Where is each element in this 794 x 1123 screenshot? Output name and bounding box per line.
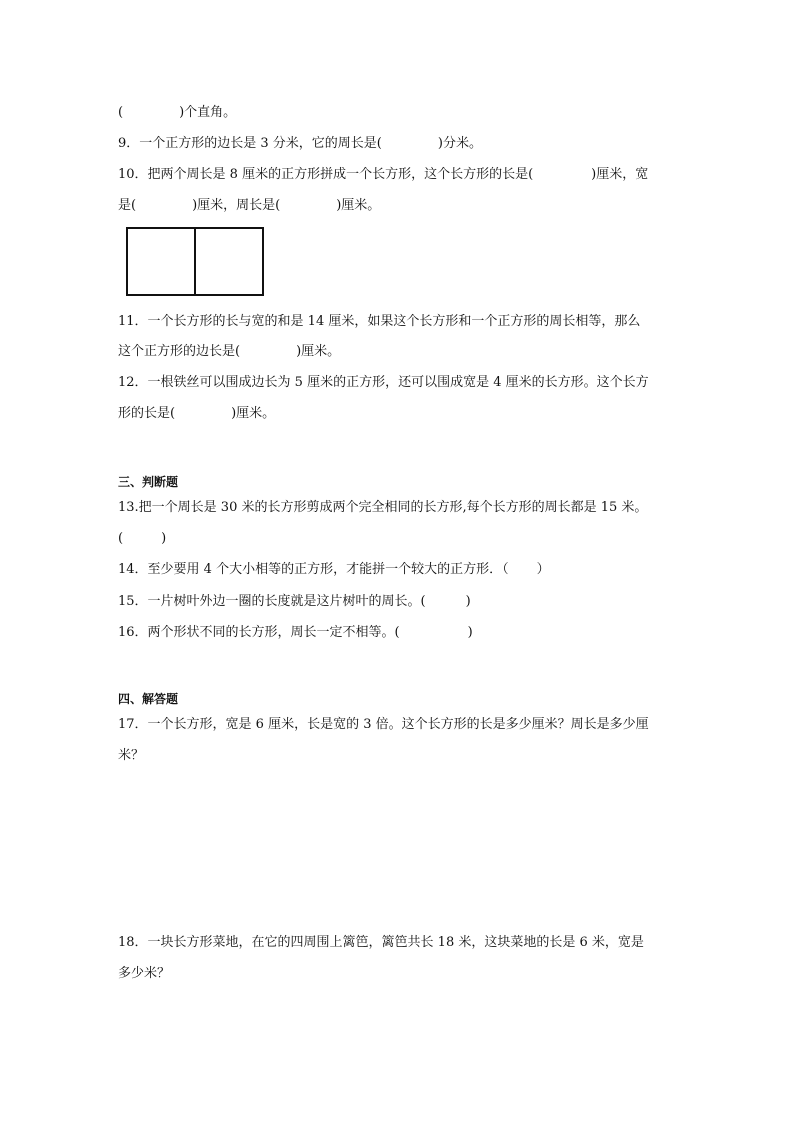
question-18-line-2 [118, 965, 170, 983]
text: 11．一个长方形的长与宽的和是 14 厘米，如果这个长方形和一个正方形的周长相等，那么 [118, 314, 641, 329]
question-10-line-1 [118, 166, 648, 184]
text: 米？ [118, 748, 145, 763]
text-mid: )厘米，周长是( [192, 198, 281, 213]
text-before: ( [118, 105, 124, 120]
text: 多少米？ [118, 966, 171, 981]
text-after: )厘米。 [296, 344, 341, 359]
two-squares-figure [126, 227, 264, 296]
question-12-line-2 [118, 405, 275, 423]
question-15 [118, 593, 471, 611]
question-17-line-1 [118, 716, 649, 734]
question-11-line-2 [118, 343, 340, 361]
question-9 [118, 135, 482, 153]
text-before: 形的长是( [118, 406, 176, 421]
question-11-line-1 [118, 313, 640, 331]
text-before: 是( [118, 198, 137, 213]
question-17-line-2 [118, 747, 144, 765]
text-before: 9．一个正方形的边长是 3 分米，它的周长是( [118, 136, 382, 151]
question-8-end [118, 104, 236, 122]
question-14 [118, 561, 550, 579]
text-after: ） [536, 562, 550, 577]
text: 18．一块长方形菜地，在它的四周围上篱笆，篱笆共长 18 米，这块菜地的长是 6 米，宽是 [118, 935, 644, 950]
question-12-line-1 [118, 374, 649, 392]
text-before: ( [118, 531, 124, 546]
text-after: ) [465, 594, 471, 609]
question-16 [118, 624, 473, 642]
section-title: 三、判断题 [118, 475, 179, 489]
text-after: ) [161, 531, 167, 546]
text-after: )分米。 [437, 136, 482, 151]
section-4-heading [118, 690, 178, 708]
question-10-line-2 [118, 197, 380, 215]
section-3-heading [118, 473, 178, 491]
text-after: )厘米，宽 [591, 167, 649, 182]
text: 17．一个长方形，宽是 6 厘米，长是宽的 3 倍。这个长方形的长是多少厘米？周长是多少厘 [118, 717, 649, 732]
square-divider-line [194, 229, 196, 294]
question-13-line-2 [118, 530, 166, 548]
text-before: 14．至少要用 4 个大小相等的正方形，才能拼一个较大的正方形．（ [118, 562, 509, 577]
text-before: 这个正方形的边长是( [118, 344, 241, 359]
question-18-line-1 [118, 934, 644, 952]
text-after: )厘米。 [336, 198, 381, 213]
text-before: 15．一片树叶外边一圈的长度就是这片树叶的周长。( [118, 594, 426, 609]
text-before: 10．把两个周长是 8 厘米的正方形拼成一个长方形，这个长方形的长是( [118, 167, 534, 182]
question-13-line-1 [118, 499, 647, 517]
text: 13.把一个周长是 30 米的长方形剪成两个完全相同的长方形,每个长方形的周长都是 15 米。 [118, 500, 648, 515]
section-title: 四、解答题 [118, 692, 179, 706]
text: 12．一根铁丝可以围成边长为 5 厘米的正方形，还可以围成宽是 4 厘米的长方形。这个长方 [118, 375, 649, 390]
text-after: ) [467, 625, 473, 640]
text-after: )厘米。 [231, 406, 276, 421]
text-after: )个直角。 [179, 105, 237, 120]
text-before: 16．两个形状不同的长方形，周长一定不相等。( [118, 625, 400, 640]
